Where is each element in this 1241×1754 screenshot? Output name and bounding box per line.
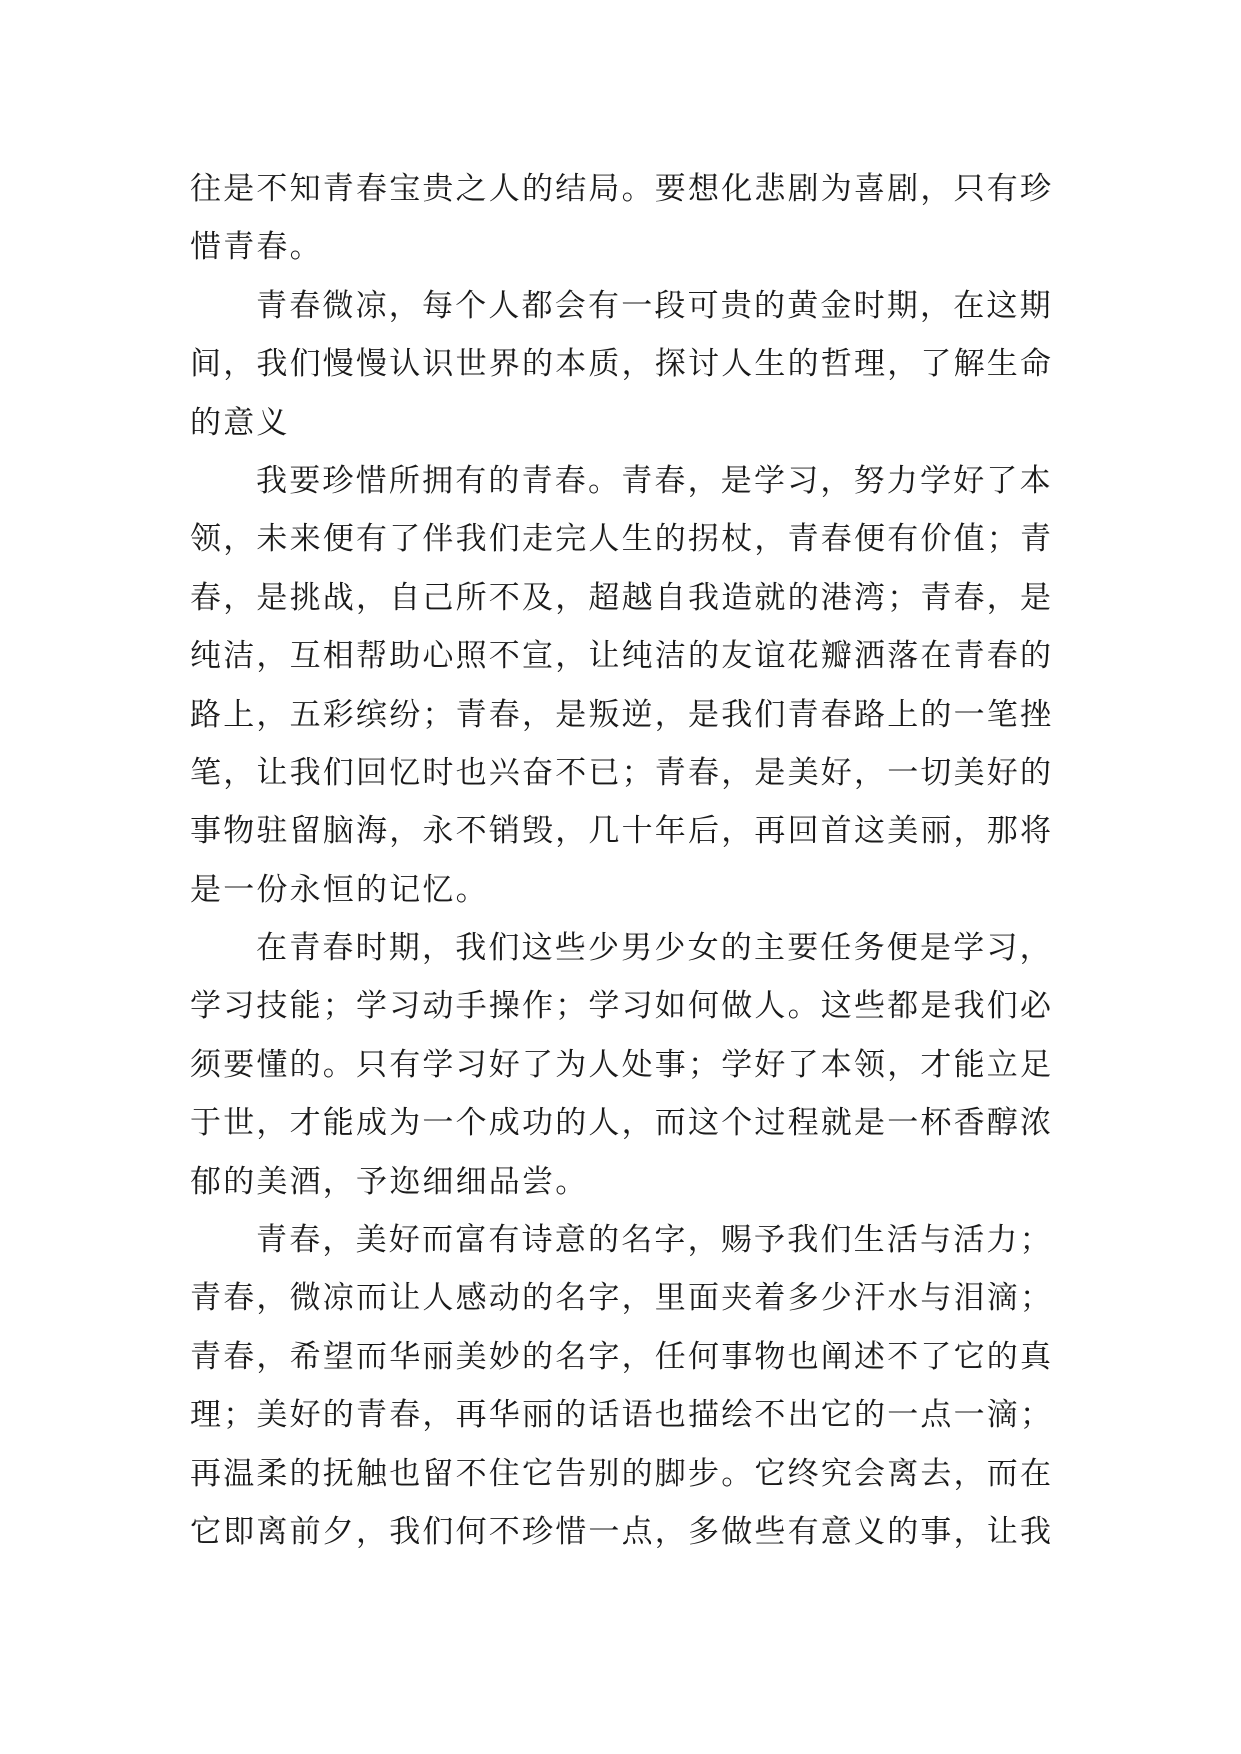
text-line: 笔，让我们回忆时也兴奋不已；青春，是美好，一切美好的 [190, 754, 1054, 791]
text-line: 青春，美好而富有诗意的名字，赐予我们生活与活力； [256, 1222, 1053, 1259]
text-line: 惜青春。 [190, 229, 323, 266]
paragraph-1 [190, 160, 1060, 277]
text-line: 路上，五彩缤纷；青春，是叛逆，是我们青春路上的一笔挫 [190, 696, 1054, 733]
text-line: 纯洁，互相帮助心照不宣，让纯洁的友谊花瓣洒落在青春的 [190, 638, 1054, 675]
text-line: 青春微凉，每个人都会有一段可贵的黄金时期，在这期 [256, 287, 1053, 324]
paragraph-3 [190, 452, 1060, 919]
text-line: 学习技能；学习动手操作；学习如何做人。这些都是我们必 [190, 988, 1054, 1025]
text-line: 郁的美酒，予迩细细品尝。 [190, 1163, 589, 1200]
text-line: 须要懂的。只有学习好了为人处事；学好了本领，才能立足 [190, 1046, 1054, 1083]
paragraph-4 [190, 919, 1060, 1211]
text-line: 春，是挑战，自己所不及，超越自我造就的港湾；青春，是 [190, 579, 1054, 616]
text-line: 领，未来便有了伴我们走完人生的拐杖，青春便有价值；青 [190, 521, 1054, 558]
text-line: 在青春时期，我们这些少男少女的主要任务便是学习， [256, 930, 1053, 967]
text-line: 青春，微凉而让人感动的名字，里面夹着多少汗水与泪滴； [190, 1280, 1054, 1317]
text-line: 间，我们慢慢认识世界的本质，探讨人生的哲理，了解生命 [190, 346, 1054, 383]
paragraph-5 [190, 1211, 1060, 1561]
text-line: 是一份永恒的记忆。 [190, 871, 489, 908]
text-line: 再温柔的抚触也留不住它告别的脚步。它终究会离去，而在 [190, 1455, 1054, 1492]
text-line: 事物驻留脑海，永不销毁，几十年后，再回首这美丽，那将 [190, 813, 1054, 850]
text-line: 它即离前夕，我们何不珍惜一点，多做些有意义的事，让我 [190, 1513, 1054, 1550]
text-line: 于世，才能成为一个成功的人，而这个过程就是一杯香醇浓 [190, 1105, 1054, 1142]
text-line: 理；美好的青春，再华丽的话语也描绘不出它的一点一滴； [190, 1397, 1054, 1434]
text-line: 往是不知青春宝贵之人的结局。要想化悲剧为喜剧，只有珍 [190, 171, 1054, 207]
paragraph-2 [190, 277, 1060, 452]
text-line: 我要珍惜所拥有的青春。青春，是学习，努力学好了本 [256, 462, 1053, 499]
text-line: 的意义 [190, 404, 290, 441]
text-line: 青春，希望而华丽美妙的名字，任何事物也阐述不了它的真 [190, 1338, 1054, 1375]
document-body [190, 160, 1060, 1561]
